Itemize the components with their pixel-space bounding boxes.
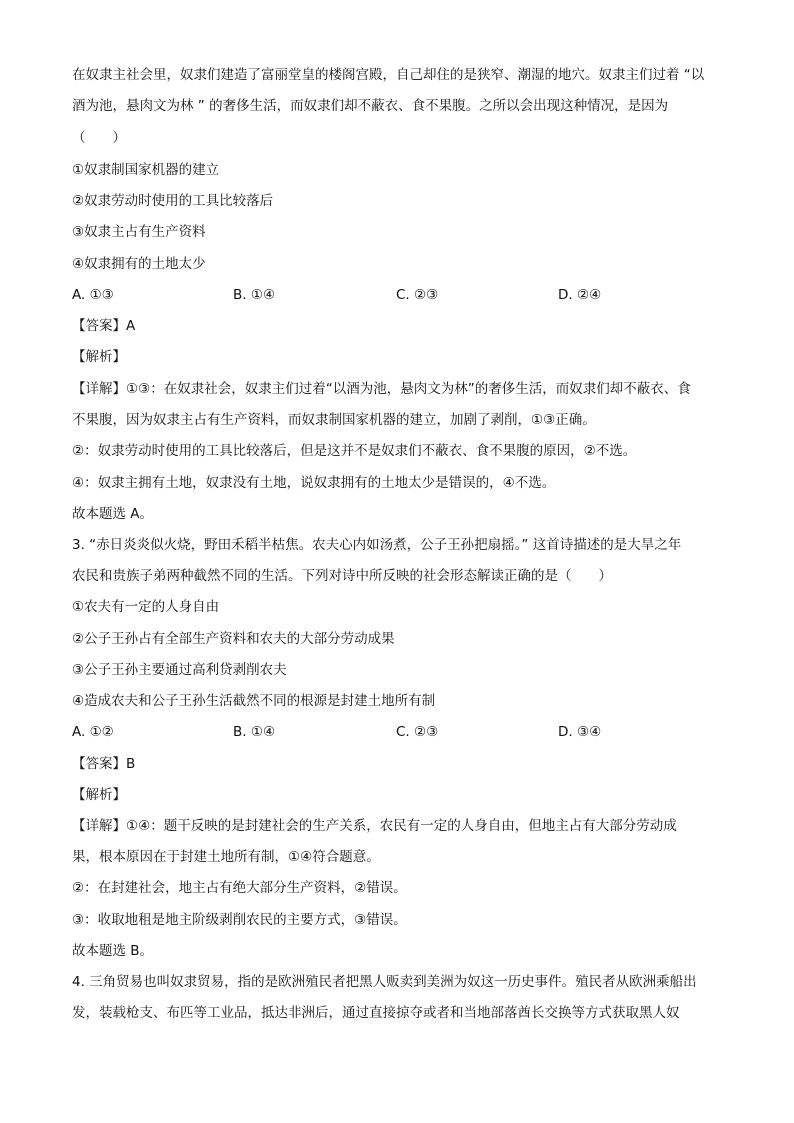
q3-explanation-line-1: 【详解】①④：题干反映的是封建社会的生产关系，农民有一定的人身自由，但地主占有大部分劳动成 (72, 818, 677, 834)
q3-explanation-line-2: 果，根本原因在于封建土地所有制，①④符合题意。 (72, 849, 380, 865)
q3-answer-label: 【答案】B (72, 756, 136, 772)
q3-statement-3: ③公子王孙主要通过高利贷剥削农夫 (72, 662, 287, 678)
q2-statement-1: ①奴隶制国家机器的建立 (72, 162, 220, 178)
q2-explanation-line-5: 故本题选 A。 (72, 506, 154, 522)
q2-option-d: D. ②④ (558, 287, 602, 303)
q3-analysis-label: 【解析】 (72, 787, 126, 803)
q2-stem-line-1: 在奴隶主社会里，奴隶们建造了富丽堂皇的楼阁宫殿，自己却住的是狭窄、潮湿的地穴。奴隶主们过着 “以 (72, 67, 705, 83)
q2-explanation-line-4: ④：奴隶主拥有土地，奴隶没有土地，说奴隶拥有的土地太少是错误的，④不选。 (72, 475, 556, 491)
q3-stem-line-2: 农民和贵族子弟两种截然不同的生活。下列对诗中所反映的社会形态解读正确的是（ ） (72, 568, 612, 584)
q2-statement-4: ④奴隶拥有的土地太少 (72, 256, 206, 272)
q3-option-a: A. ①② (72, 724, 114, 740)
q4-stem-line-1: 4. 三角贸易也叫奴隶贸易，指的是欧洲殖民者把黑人贩卖到美洲为奴这一历史事件。殖民者从欧洲乘船出 (72, 974, 697, 990)
q2-stem-line-3: （ ） (72, 130, 126, 146)
q2-statement-3: ③奴隶主占有生产资料 (72, 224, 206, 240)
q3-statement-4: ④造成农夫和公子王孙生活截然不同的根源是封建土地所有制 (72, 693, 436, 709)
q2-option-a: A. ①③ (72, 287, 114, 303)
q2-explanation-line-1: 【详解】①③：在奴隶社会，奴隶主们过着“以酒为池，悬肉文为林”的奢侈生活，而奴隶们却不蔽衣、食 (72, 381, 691, 397)
q3-explanation-line-5: 故本题选 B。 (72, 943, 154, 959)
q3-explanation-line-3: ②：在封建社会，地主占有绝大部分生产资料，②错误。 (72, 880, 407, 896)
q2-explanation-line-3: ②：奴隶劳动时使用的工具比较落后，但是这并不是奴隶们不蔽衣、食不果腹的原因，②不选。 (72, 443, 637, 459)
q3-option-b: B. ①④ (233, 724, 276, 740)
q3-option-c: C. ②③ (396, 724, 439, 740)
q3-option-d: D. ③④ (558, 724, 602, 740)
q3-stem-line-1: 3. “赤日炎炎似火烧，野田禾稻半枯焦。农夫心内如汤煮，公子王孙把扇摇。” 这首诗描述的是大旱之年 (72, 537, 682, 553)
q2-option-c: C. ②③ (396, 287, 439, 303)
q2-answer-label: 【答案】A (72, 318, 136, 334)
q2-explanation-line-2: 不果腹，因为奴隶主占有生产资料，而奴隶制国家机器的建立，加剧了剥削，①③正确。 (72, 412, 596, 428)
q2-stem-line-2: 酒为池，悬肉文为林 ” 的奢侈生活，而奴隶们却不蔽衣、食不果腹。之所以会出现这种情况，是因为 (72, 98, 669, 114)
q2-statement-2: ②奴隶劳动时使用的工具比较落后 (72, 193, 274, 209)
q3-statement-1: ①农夫有一定的人身自由 (72, 599, 220, 615)
q3-statement-2: ②公子王孙占有全部生产资料和农夫的大部分劳动成果 (72, 631, 395, 647)
q4-stem-line-2: 发，装载枪支、布匹等工业品，抵达非洲后，通过直接掠夺或者和当地部落酋长交换等方式获取黑人奴 (72, 1005, 680, 1021)
q3-explanation-line-4: ③：收取地租是地主阶级剥削农民的主要方式，③错误。 (72, 912, 407, 928)
q2-analysis-label: 【解析】 (72, 349, 126, 365)
q2-option-b: B. ①④ (233, 287, 276, 303)
